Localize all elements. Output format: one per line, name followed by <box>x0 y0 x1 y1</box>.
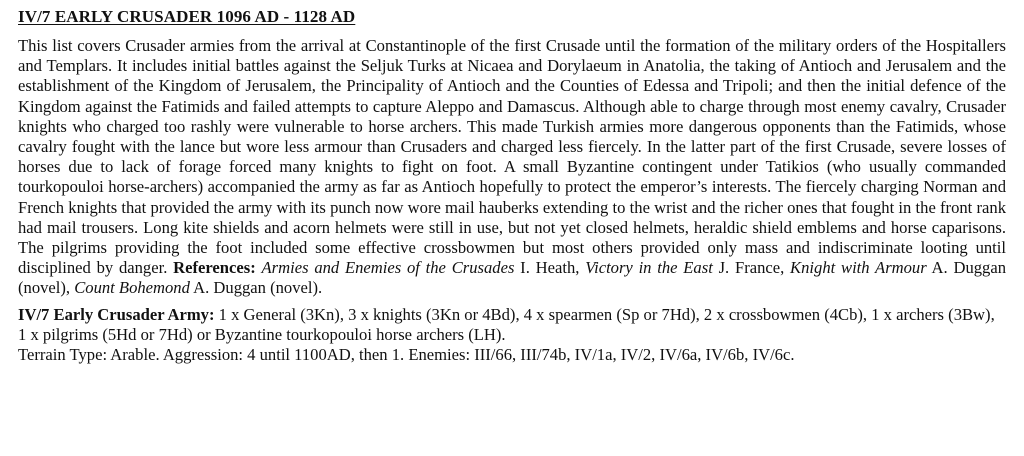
reference-title-2: Victory in the East <box>585 258 713 278</box>
terrain-aggression-enemies: Terrain Type: Arable. Aggression: 4 until 1100AD, then 1. Enemies: III/66, III/74b, IV/1a, IV/2, IV/6a, IV/6b, IV/6c. <box>18 344 795 364</box>
army-composition-text: 1 x General (3Kn), 3 x knights (3Kn or 4Bd), 4 x spearmen (Sp or 7Hd), 2 x crossbowmen (4Cb), 1 x archers (3Bw), 1 x pilgrims (5Hd or 7Hd) or Byzantine tourkopouloi horse archers (LH). <box>18 304 995 344</box>
army-composition <box>18 305 1006 345</box>
reference-title-1: Armies and Enemies of the Crusades <box>261 258 515 278</box>
reference-author-2: J. France, <box>712 258 791 278</box>
reference-title-3: Knight with Armour <box>790 258 927 278</box>
list-description <box>18 36 1006 299</box>
reference-author-4: A. Duggan (novel). <box>189 278 323 298</box>
army-label: IV/7 Early Crusader Army: <box>18 304 215 324</box>
references-label: References: <box>173 258 256 278</box>
reference-title-4: Count Bohemond <box>74 278 190 298</box>
description-text: This list covers Crusader armies from the arrival at Constantinople of the first Crusade until the formation of the military orders of the Hospitallers and Templars. It includes initial battles against the Seljuk Turks at Nicaea and Dorylaeum in Anatolia, the taking of Antioch and Jerusalem and the establishment of the Kingdom of Jerusalem, the Principality of Antioch and the Counties of Edessa and Tripoli; and then the initial defence of the Kingdom against the Fatimids and failed attempts to capture Aleppo and Damascus. Although able to charge through most enemy cavalry, Crusader knights who charged too rashly were vulnerable to horse archers. This made Turkish armies more dangerous opponents than the Fatimids, whose cavalry fought with the lance but wore less armour than Crusaders and charged less fiercely. In the latter part of the first Crusade, severe losses of horses due to lack of forage forced many knights to fight on foot. A small Byzantine contingent under Tatikios (who usually commanded tourkopouloi horse-archers) accompanied the army as far as Antioch hopefully to protect the emperor’s interests. The fiercely charging Norman and French knights that provided the army with its punch now wore mail hauberks extending to the wrist and the richer ones that fought in the front rank had mail trousers. Long kite shields and acorn helmets were still in use, but not yet closed helmets, heraldic shield emblems and horse caparisons. The pilgrims providing the foot included some effective crossbowmen but most others provided only mass and indiscriminate looting until disciplined by danger. <box>18 36 1006 278</box>
reference-author-1: I. Heath, <box>514 258 586 278</box>
list-heading: IV/7 EARLY CRUSADER 1096 AD - 1128 AD <box>18 7 356 26</box>
reference-author-3: A. Duggan (novel), <box>18 258 1007 298</box>
